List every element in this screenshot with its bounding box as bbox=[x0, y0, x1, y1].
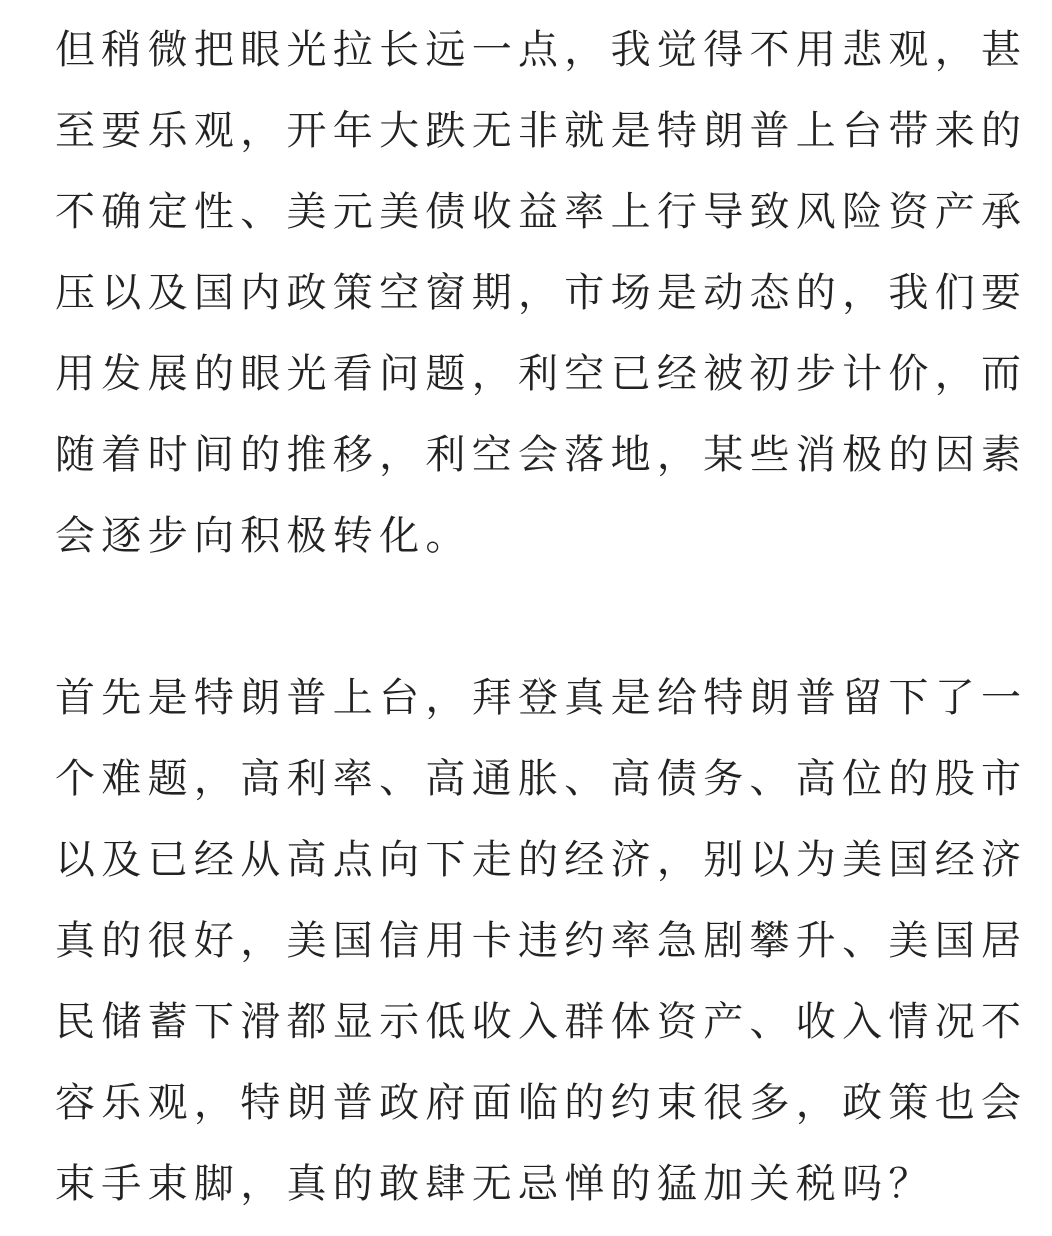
text-line: 民储蓄下滑都显示低收入群体资产、收入情况不 bbox=[55, 999, 1028, 1045]
text-line: 束手束脚，真的敢肆无忌惮的猛加关税吗？ bbox=[55, 1161, 935, 1207]
text-line: 容乐观，特朗普政府面临的约束很多，政策也会 bbox=[55, 1080, 1028, 1126]
text-line: 不确定性、美元美债收益率上行导致风险资产承 bbox=[55, 189, 1028, 235]
text-line: 压以及国内政策空窗期，市场是动态的，我们要 bbox=[55, 270, 1028, 316]
text-line: 个难题，高利率、高通胀、高债务、高位的股市 bbox=[55, 756, 1028, 802]
text-line: 至要乐观，开年大跌无非就是特朗普上台带来的 bbox=[55, 108, 1028, 154]
text-line: 会逐步向积极转化。 bbox=[55, 513, 472, 559]
text-line: 真的很好，美国信用卡违约率急剧攀升、美国居 bbox=[55, 918, 1028, 964]
paragraph-1 bbox=[55, 10, 1028, 577]
text-line: 首先是特朗普上台，拜登真是给特朗普留下了一 bbox=[55, 675, 1028, 721]
text-line: 以及已经从高点向下走的经济，别以为美国经济 bbox=[55, 837, 1028, 883]
paragraph-spacer bbox=[55, 577, 1024, 658]
paragraph-2 bbox=[55, 658, 1028, 1225]
text-line: 但稍微把眼光拉长远一点，我觉得不用悲观，甚 bbox=[55, 27, 1028, 73]
text-line: 随着时间的推移，利空会落地，某些消极的因素 bbox=[55, 432, 1028, 478]
text-line: 用发展的眼光看问题，利空已经被初步计价，而 bbox=[55, 351, 1028, 397]
